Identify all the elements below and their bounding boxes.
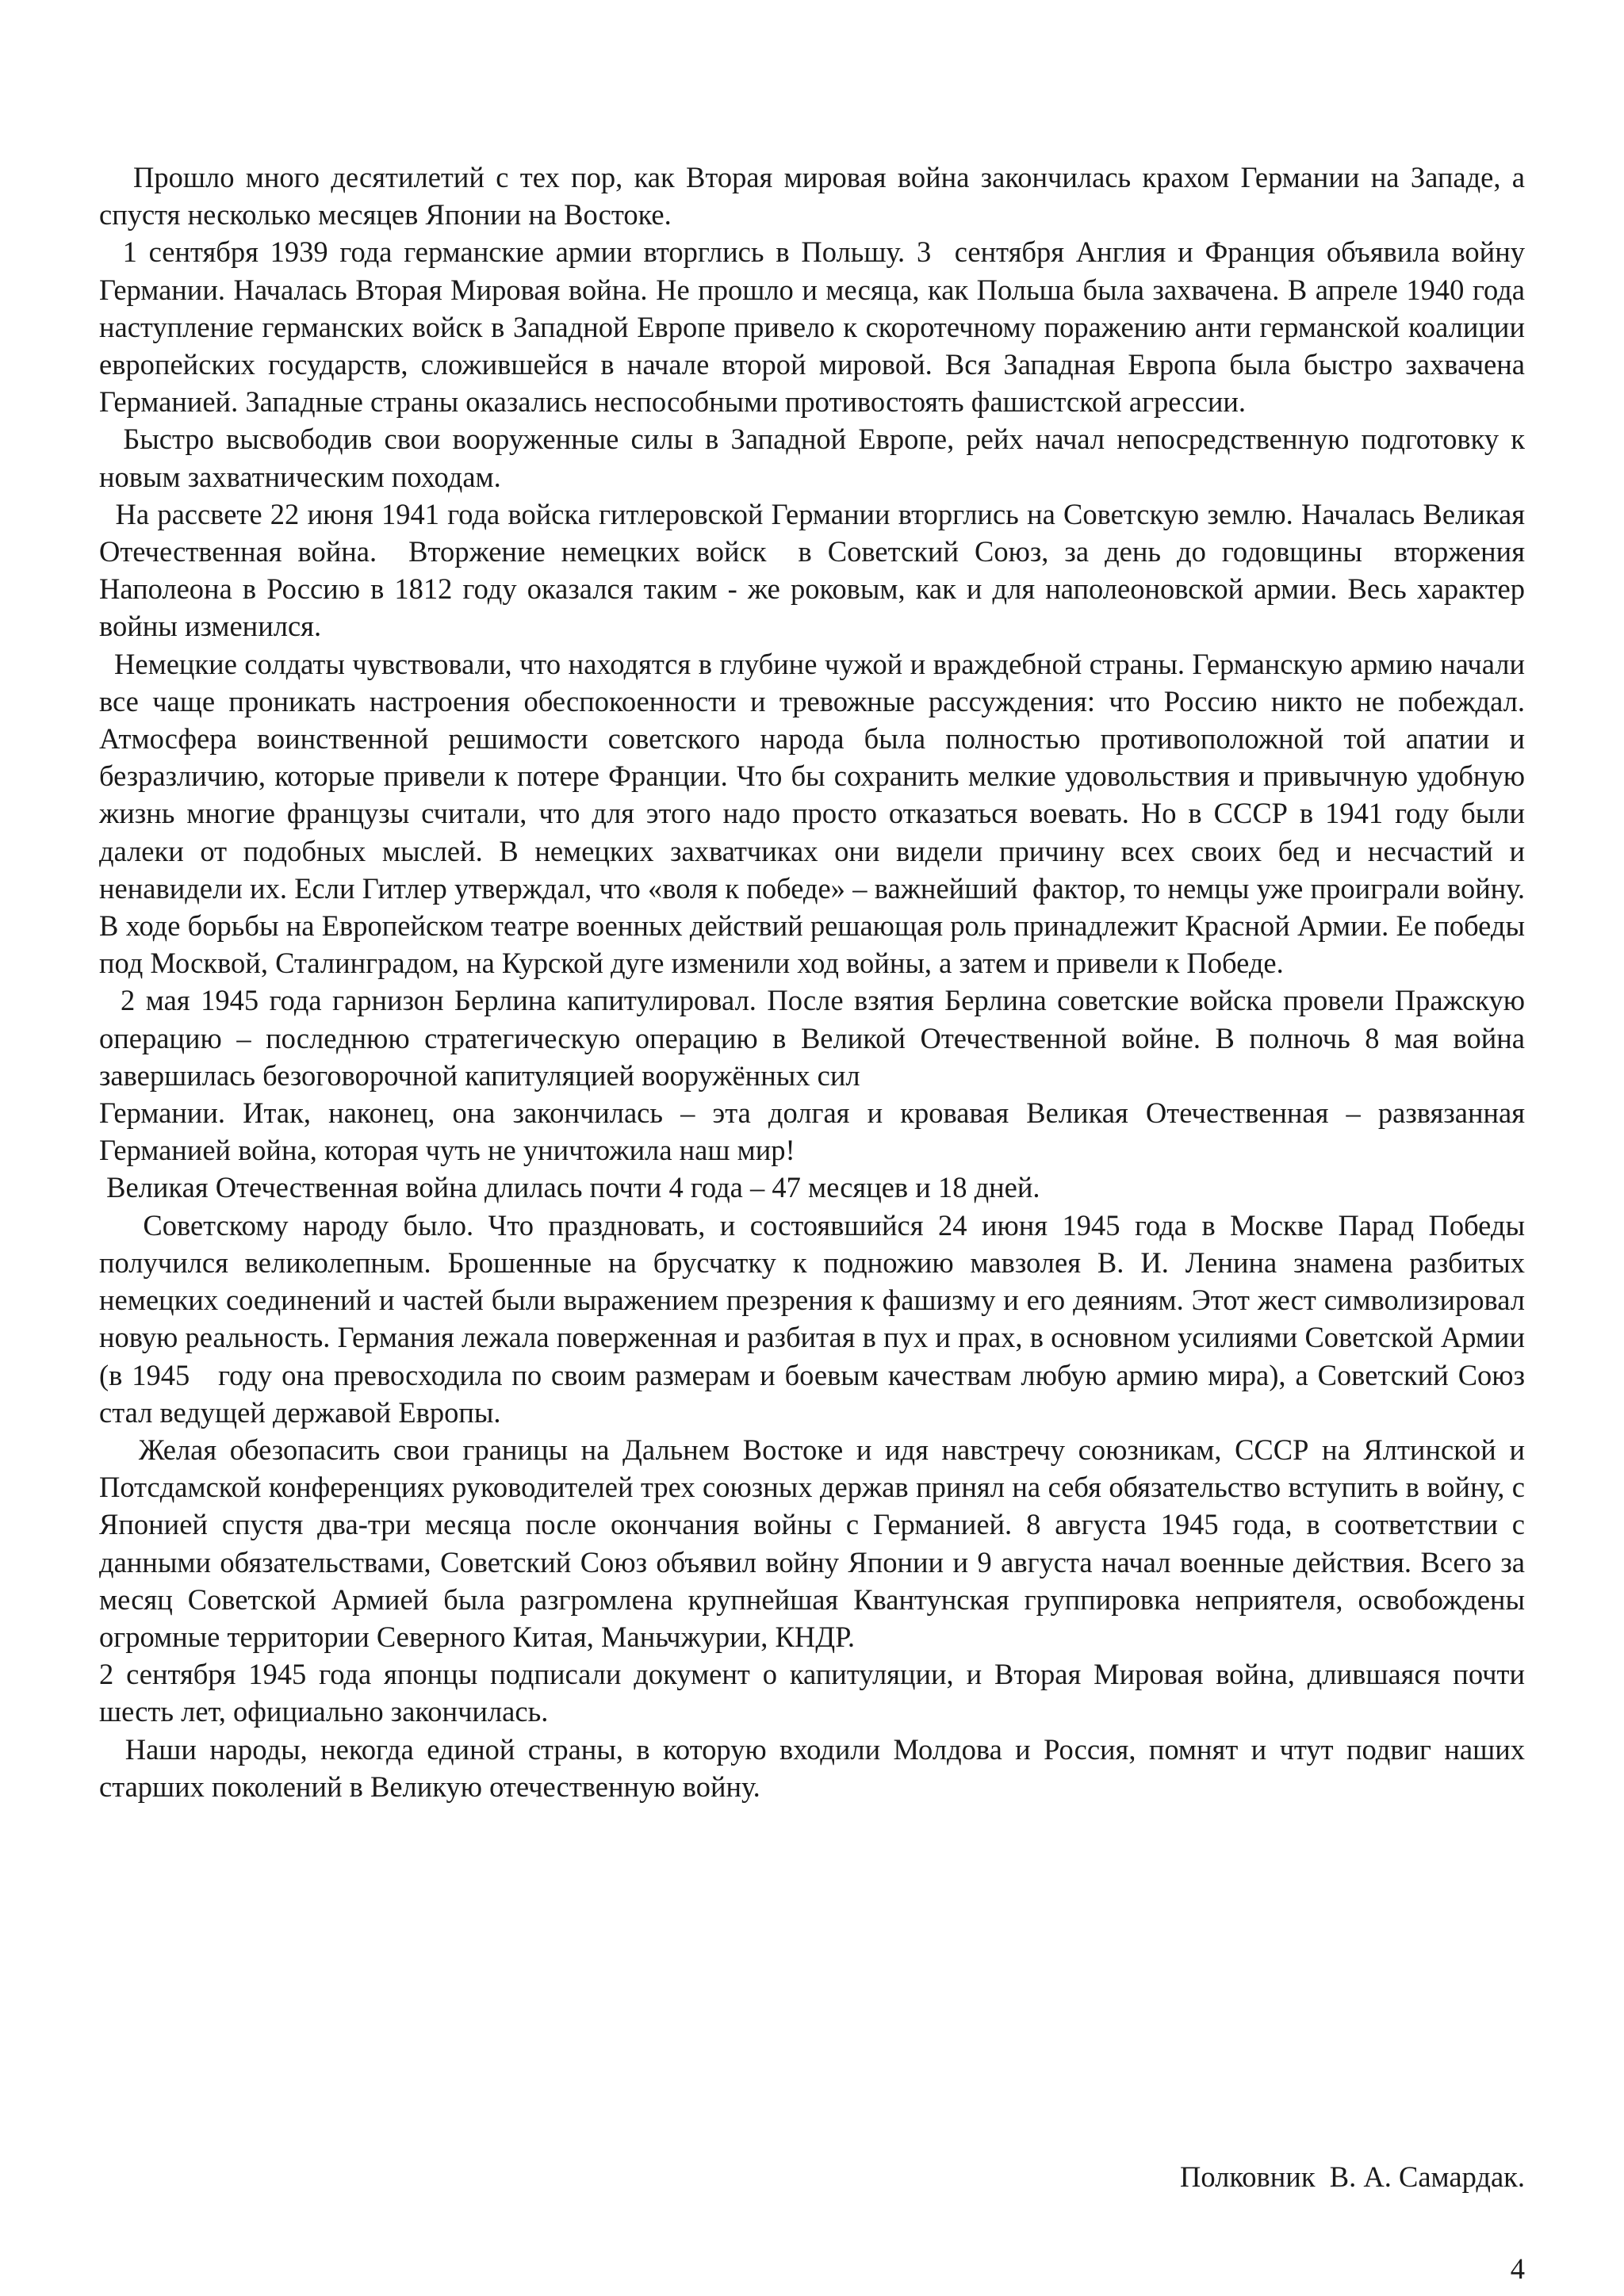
paragraph: Германии. Итак, наконец, она закончилась – эта долгая и кровавая Великая Отечественная – развязанная Германией война, которая чуть не уничтожила наш мир!	[99, 1096, 1533, 1167]
paragraph: Советскому народу было. Что праздновать, и состоявшийся 24 июня 1945 года в Москве Парад Победы получился великолепным. Брошенные на брусчатку к подножию мавзолея В. И. Ленина знамена разбитых немецких соединений и частей были выражением презрения к фашизму и его деяниям. Этот жест символизировал новую реальность. Германия лежала поверженная и разбитая в пух и прах, в основном усилиями Советской Армии (в 1945 году она превосходила по своим размерам и боевым качествам любую армию мира), а Советский Союз стал ведущей державой Европы.	[99, 1208, 1533, 1429]
paragraph: Наши народы, некогда единой страны, в которую входили Молдова и Россия, помнят и чтут подвиг наших старших поколений в Великую отечественную войну.	[99, 1732, 1533, 1803]
paragraph: Великая Отечественная война длилась почти 4 года – 47 месяцев и 18 дней.	[99, 1171, 1040, 1204]
paragraph: Желая обезопасить свои границы на Дальнем Востоке и идя навстречу союзникам, СССР на Ялтинской и Потсдамской конференциях руководителей трех союзных держав принял на себя обязательство вступить в войну, с Японией спустя два-три месяца после окончания войны с Германией. 8 августа 1945 года, в соответствии с данными обязательствами, Советский Союз объявил войну Японии и 9 августа начал военные действия. Всего за месяц Советской Армией была разгромлена крупнейшая Квантунская группировка неприятеля, освобождены огромные территории Северного Китая, Маньчжурии, КНДР.	[99, 1433, 1533, 1653]
paragraph: 2 сентября 1945 года японцы подписали документ о капитуляции, и Вторая Мировая война, длившаяся почти шесть лет, официально закончилась.	[99, 1658, 1533, 1728]
author-signature: Полковник В. А. Самардак.	[1180, 2160, 1525, 2193]
body-text	[99, 159, 1533, 1805]
page-number: 4	[1510, 2252, 1525, 2285]
paragraph: Быстро высвободив свои вооруженные силы в Западной Европе, рейх начал непосредственную подготовку к новым захватническим походам.	[99, 423, 1533, 493]
paragraph: На рассвете 22 июня 1941 года войска гитлеровской Германии вторглись на Советскую землю. Началась Великая Отечественная война. Вторжение немецких войск в Советский Союз, за день до годовщины вторжения Наполеона в Россию в 1812 году оказался таким - же роковым, как и для наполеоновской армии. Весь характер войны изменился.	[99, 497, 1533, 643]
paragraph: Прошло много десятилетий с тех пор, как Вторая мировая война закончилась крахом Германии на Западе, а спустя несколько месяцев Японии на Востоке.	[99, 161, 1533, 232]
paragraph: Немецкие солдаты чувствовали, что находятся в глубине чужой и враждебной страны. Германскую армию начали все чаще проникать настроения обеспокоенности и тревожные рассуждения: что Россию никто не побеждал. Атмосфера воинственной решимости советского народа была полностью противоположной той апатии и безразличию, которые привели к потере Франции. Что бы сохранить мелкие удовольствия и привычную удобную жизнь многие французы считали, что для этого надо просто отказаться воевать. Но в СССР в 1941 году были далеки от подобных мыслей. В немецких захватчиках они видели причину всех своих бед и несчастий и ненавидели их. Если Гитлер утверждал, что «воля к победе» – важнейший фактор, то немцы уже проиграли войну. В ходе борьбы на Европейском театре военных действий решающая роль принадлежит Красной Армии. Ее победы под Москвой, Сталинградом, на Курской дуге изменили ход войны, а затем и привели к Победе.	[99, 647, 1533, 980]
paragraph: 1 сентября 1939 года германские армии вторглись в Польшу. 3 сентября Англия и Франция объявила войну Германии. Началась Вторая Мировая война. Не прошло и месяца, как Польша была захвачена. В апреле 1940 года наступление германских войск в Западной Европе привело к скоротечному поражению анти германской коалиции европейских государств, сложившейся в начале второй мировой. Вся Западная Европа была быстро захвачена Германией. Западные страны оказались неспособными противостоять фашистской агрессии.	[99, 235, 1533, 419]
paragraph: 2 мая 1945 года гарнизон Берлина капитулировал. После взятия Берлина советские войска провели Пражскую операцию – последнюю стратегическую операцию в Великой Отечественной войне. В полночь 8 мая война завершилась безоговорочной капитуляцией вооружённых сил	[99, 984, 1533, 1092]
